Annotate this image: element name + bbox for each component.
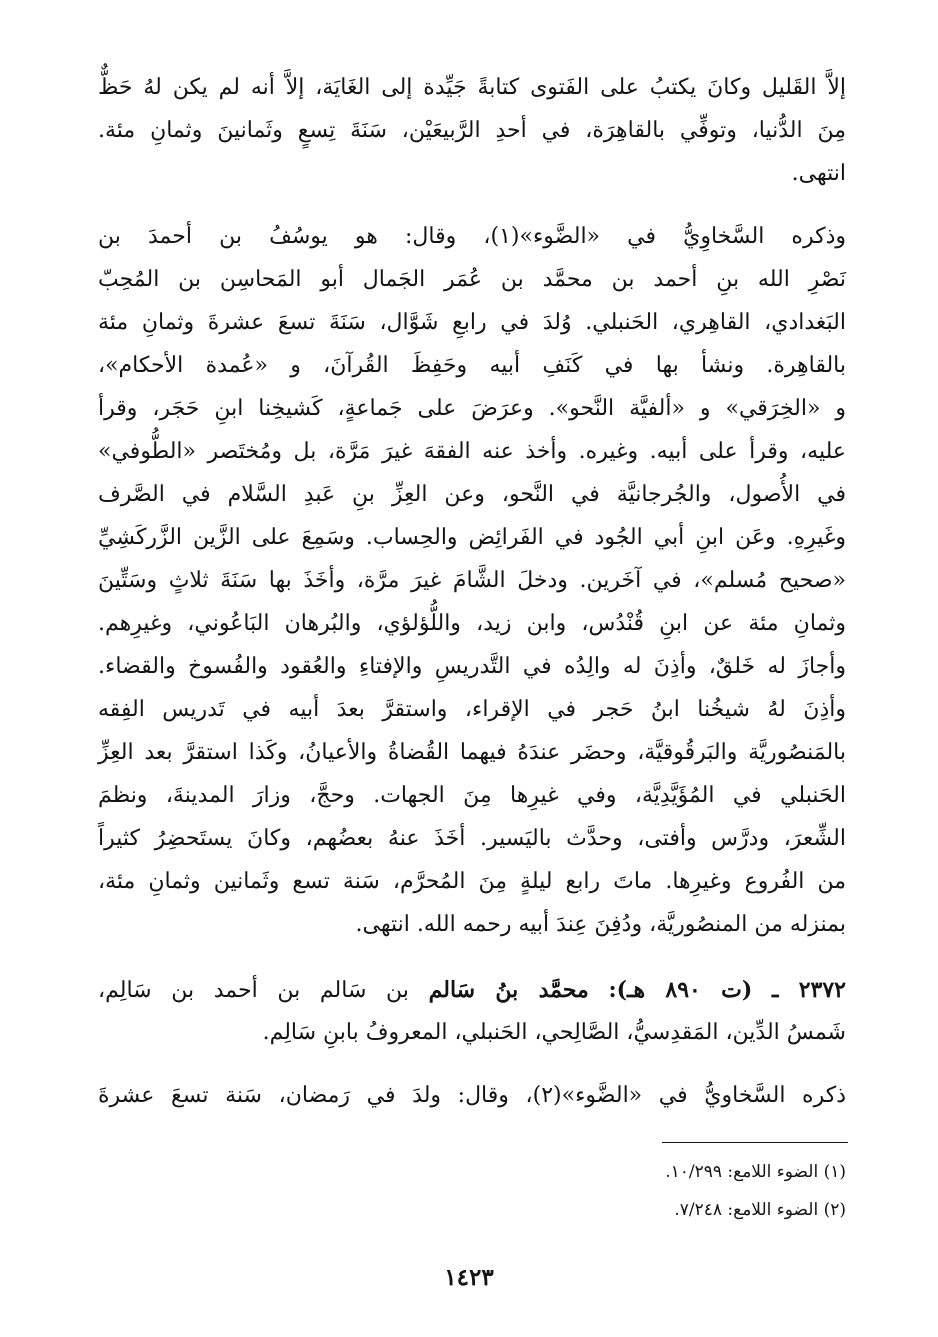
- text-line: بالقاهِرة. ونشأ بها في كَنَفِ أبيه وحَفِظَ القُرآنَ، و «عُمدة الأحكام»،: [98, 353, 846, 378]
- text-line: في الأُصول، والجُرجانيَّة في النَّحو، وعن العِزِّ بنِ عَبدِ السَّلام في الصَّرف: [98, 482, 846, 507]
- entry-heading: [98, 970, 846, 1010]
- text-line: «صحيح مُسلم»، في آخَرين. ودخلَ الشَّامَ غيرَ مرَّة، وأخَذَ بها سَنَةَ ثلاثٍ وسَتِّينَ: [98, 568, 846, 593]
- text-line: نَصْرِ الله بنِ أحمد بن محمَّد بن عُمَر الجَمال أبو المَحاسِن بن المُحِبّ: [98, 267, 846, 292]
- text-line: ذكره السَّخاويُّ في «الضَّوء»(٢)، وقال: ولدَ في رَمضان، سَنة تسعَ عشرةَ: [98, 1083, 846, 1108]
- text-line: انتهى.: [791, 161, 846, 186]
- entry-name: محمَّد بنُ سَالم: [428, 977, 589, 1003]
- entry-death-date: (ت ٨٩٠ هـ):: [608, 977, 753, 1003]
- text-line: بالمَنصُوريَّة والبَرقُوقيَّة، وحضَر عندَهُ فيهما القُضاةُ والأعيانُ، وكَذا استقرَّ بعد العِزِّ: [98, 740, 846, 765]
- text-line: وأذِنَ لهُ شيخُنا ابنُ حَجر في الإقراء، واستقرَّ بعدَ أبيه في تَدريس الفِقه: [98, 697, 846, 722]
- text-line: وثمانِ مئة عن ابنِ قُنْدُس، وابن زيد، واللُّؤلؤي، والبُرهان البَاعُوني، وغيرِهم.: [98, 611, 846, 636]
- text-line: البَغدادي، القاهِري، الحَنبلي. وُلدَ في رابعِ شَوَّال، سَنَةَ تسعَ عشرةَ وثمانِ مئة: [98, 310, 846, 335]
- text-line: الحَنبلي في المُؤَيَّدِيَّة، وفي غيرِها مِنَ الجهات. وحجَّ، وزارَ المدينةَ، ونظمَ: [98, 783, 846, 808]
- page-number: ١٤٢٣: [444, 1264, 494, 1291]
- text-line: عليه، وقرأ على أبيه. وغيره. وأخذ عنه الفقهَ غيرَ مَرَّة، بل ومُختَصر «الطُّوفي»: [98, 439, 846, 464]
- footnote: (٢) الضوء اللامع: ٧/٢٤٨.: [674, 1200, 846, 1220]
- text-line: وغَيرِهِ. وعَن ابنِ أبي الجُود في الفَرائِض والحِساب. وسَمِعَ على الزَّين الزَّركَشِيِّ: [98, 525, 846, 550]
- text-line: وذكره السَّخاوِيُّ في «الضَّوء»(١)، وقال: هو يوسُفُ بن أحمدَ بن: [98, 224, 846, 249]
- entry-heading-line-2: شَمسُ الدِّين، المَقدِسيُّ، الصَّالِحي، الحَنبلي، المعروفُ بابنِ سَالِم.: [262, 1020, 846, 1045]
- text-line: إلاَّ القَليل وكانَ يكتبُ على الفَتوى كتابةً جَيِّدة إلى الغَايَة، إلاَّ أنه لم يكن لهُ حَظٌّ: [98, 75, 846, 100]
- text-line: الشِّعرَ، ودرَّس وأفتى، وحدَّث باليَسير. أخَذَ عنهُ بعضُهم، وكانَ يستَحضِرُ كثيراً: [98, 826, 846, 851]
- entry-lineage: بن سَالم بن أحمد بن سَالِم،: [98, 978, 409, 1003]
- footnote-separator: [662, 1142, 848, 1143]
- text-line: و «الخِرَقي» و «ألفيَّة النَّحو». وعرَضَ على جَماعةٍ، كَشيخِنا ابنِ حَجَر، وقرأ: [98, 396, 846, 421]
- footnote: (١) الضوء اللامع: ١٠/٢٩٩.: [665, 1162, 846, 1182]
- text-line: بمنزله من المنصُوريَّة، ودُفِنَ عِندَ أبيه رحمه الله. انتهى.: [355, 912, 846, 937]
- entry-number: ٢٣٧٢ ـ: [771, 977, 846, 1003]
- text-line: مِنَ الدُّنيا، وتوفِّي بالقاهِرَة، في أحدِ الرَّبيعَيْن، سَنَةَ تِسعٍ وثَمانينَ وثمانِ مئة.: [98, 118, 846, 143]
- text-line: من الفُروع وغيرِها. ماتَ رابع ليلةٍ مِنَ المُحرَّم، سَنة تسع وثَمانين وثمانِ مئة،: [98, 869, 846, 894]
- text-line: وأجازَ له خَلقٌ، وأذِنَ له والِدُه في التَّدريسِ والإفتاءِ والعُقود والفُسوخ والقضاء.: [98, 654, 846, 679]
